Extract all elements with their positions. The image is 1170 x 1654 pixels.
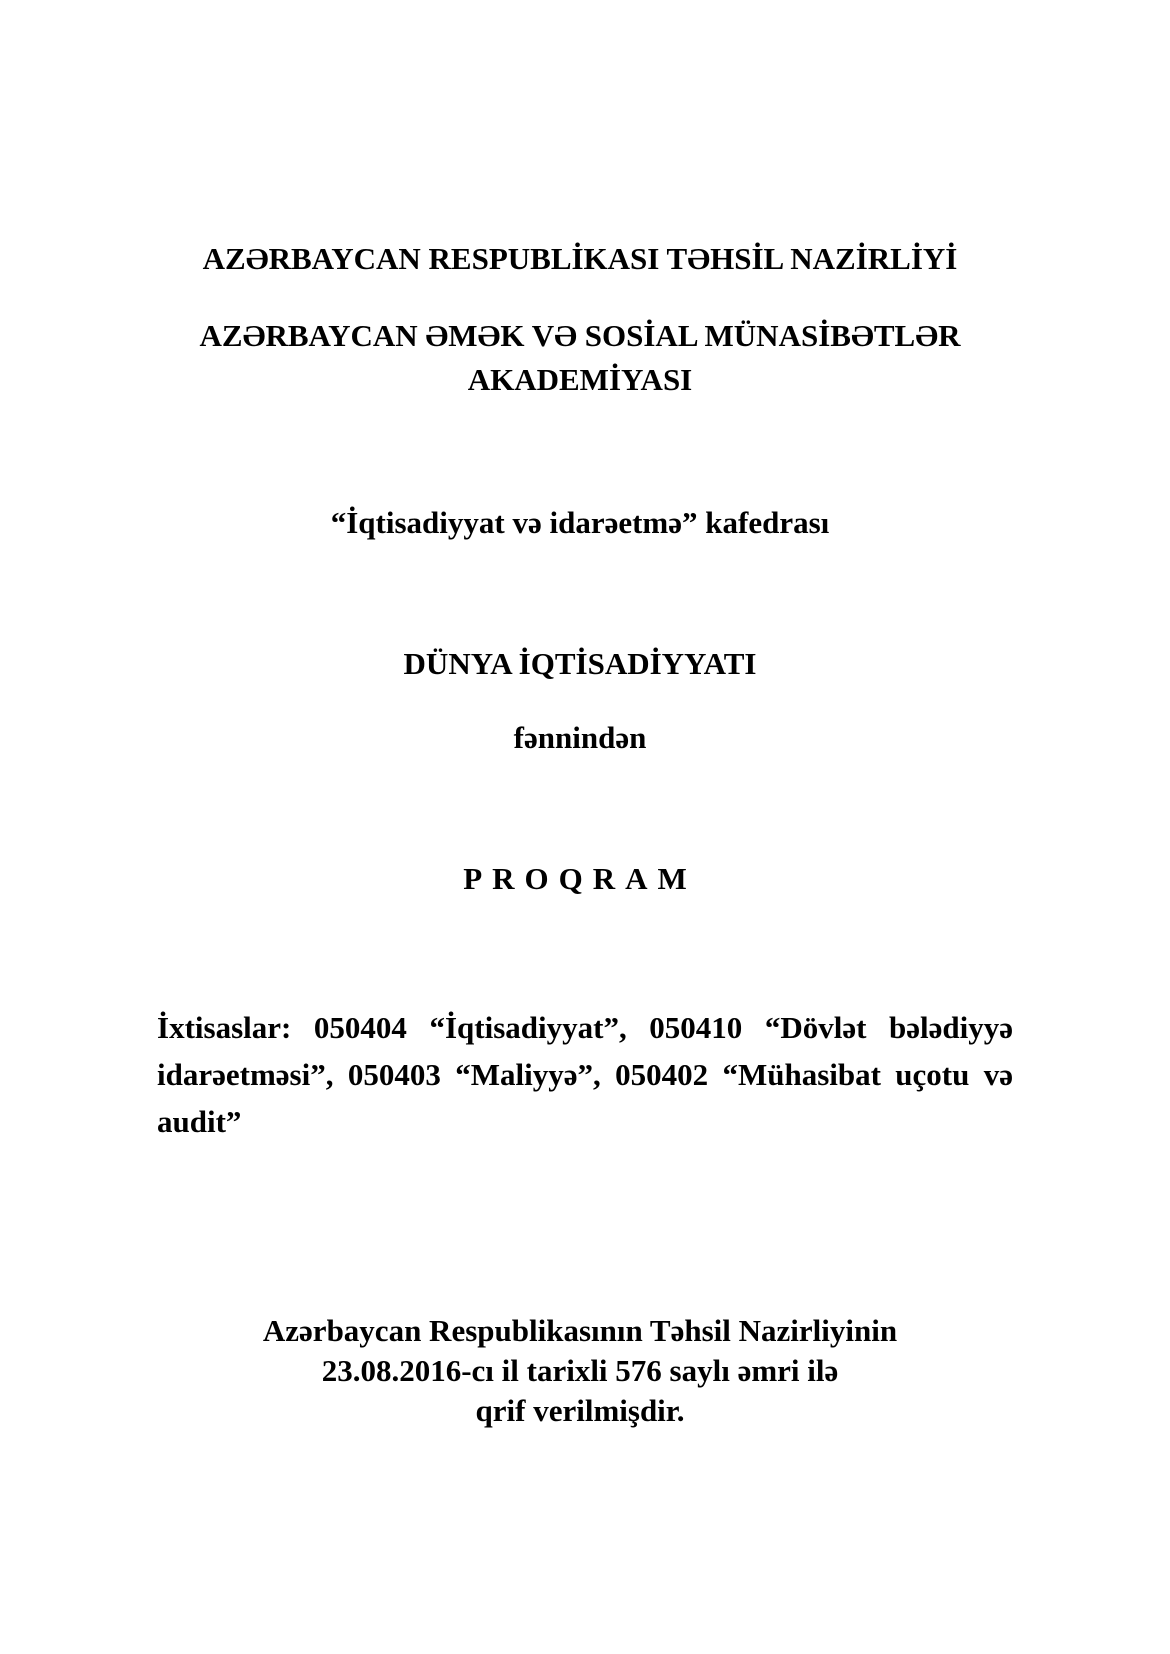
- document-type-title: PROQRAM: [463, 861, 697, 896]
- academy-heading: [140, 314, 1020, 402]
- academy-heading-line1: AZƏRBAYCAN ƏMƏK VƏ SOSİAL MÜNASİBƏTLƏR: [199, 318, 961, 353]
- approval-line3: qrif verilmişdir.: [475, 1393, 685, 1428]
- academy-heading-line2: AKADEMİYASI: [467, 362, 693, 397]
- specialties-paragraph: İxtisaslar: 050404 “İqtisadiyyat”, 050410 “Dövlət bələdiyyə idarəetməsi”, 050403 “Maliyyə”, 050402 “Mühasibat uçotu və audit”: [157, 1010, 1013, 1139]
- department-name: “İqtisadiyyat və idarəetmə” kafedrası: [330, 505, 830, 540]
- subject-suffix: fənnindən: [513, 720, 647, 755]
- ministry-heading: AZƏRBAYCAN RESPUBLİKASI TƏHSİL NAZİRLİYİ: [202, 241, 958, 276]
- subject-title: DÜNYA İQTİSADİYYATI: [403, 646, 757, 681]
- approval-line1: Azərbaycan Respublikasının Təhsil Nazirliyinin: [262, 1313, 898, 1348]
- approval-statement: [140, 1311, 1020, 1431]
- approval-line2: 23.08.2016-cı il tarixli 576 saylı əmri ilə: [321, 1353, 839, 1388]
